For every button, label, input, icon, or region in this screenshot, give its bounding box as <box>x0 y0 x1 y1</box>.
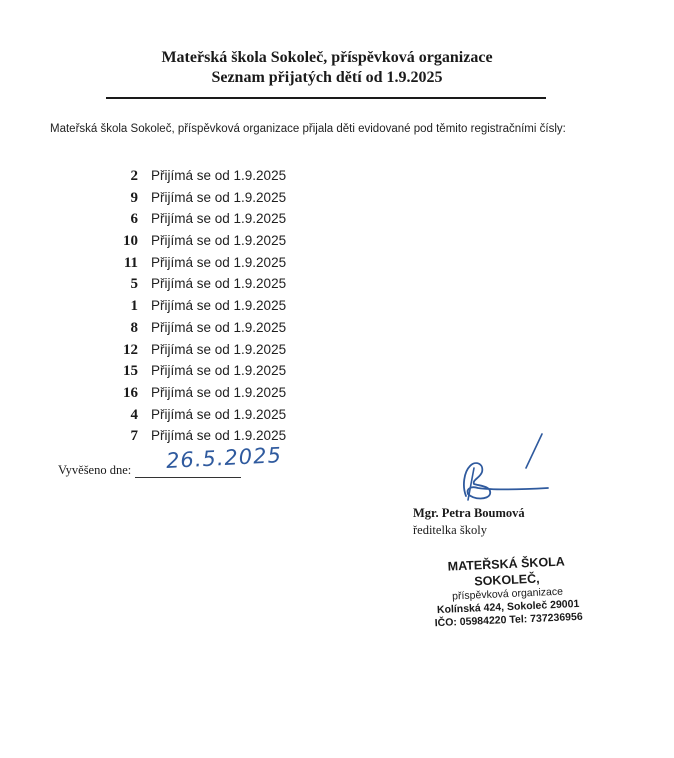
list-item <box>110 342 370 364</box>
document-header <box>104 48 550 88</box>
registration-number: 8 <box>130 319 138 336</box>
registration-number: 15 <box>123 363 138 380</box>
acceptance-status: Přijímá se od 1.9.2025 <box>151 189 287 205</box>
acceptance-status: Přijímá se od 1.9.2025 <box>151 428 287 444</box>
list-item <box>110 407 370 429</box>
list-item <box>110 363 370 385</box>
acceptance-status: Přijímá se od 1.9.2025 <box>151 341 287 357</box>
stamp-school-name: MATEŘSKÁ ŠKOLA SOKOLEČ, <box>447 554 566 589</box>
accepted-children-list <box>110 168 370 450</box>
registration-number: 11 <box>123 254 138 271</box>
school-stamp <box>416 552 599 631</box>
stamp-subtitle: příspěvková organizace <box>451 585 564 603</box>
registration-number: 9 <box>130 189 138 206</box>
acceptance-status: Přijímá se od 1.9.2025 <box>151 298 287 314</box>
list-item <box>110 211 370 233</box>
registration-number: 1 <box>130 298 138 315</box>
registration-number: 12 <box>123 341 138 358</box>
list-item <box>110 298 370 320</box>
stamp-ico-phone: IČO: 05984220 Tel: 737236956 <box>434 610 583 630</box>
acceptance-status: Přijímá se od 1.9.2025 <box>151 276 287 292</box>
list-item <box>110 233 370 255</box>
registration-number: 5 <box>130 276 138 293</box>
registration-number: 2 <box>130 168 138 184</box>
list-item <box>110 276 370 298</box>
acceptance-status: Přijímá se od 1.9.2025 <box>151 406 287 422</box>
acceptance-status: Přijímá se od 1.9.2025 <box>151 233 287 249</box>
signer-name: Mgr. Petra Boumová <box>413 506 525 520</box>
acceptance-status: Přijímá se od 1.9.2025 <box>151 211 287 227</box>
list-item <box>110 255 370 277</box>
registration-number: 16 <box>123 384 138 401</box>
acceptance-status: Přijímá se od 1.9.2025 <box>151 363 287 379</box>
registration-number: 7 <box>130 428 138 445</box>
intro-paragraph: Mateřská škola Sokoleč, příspěvková organizace přijala děti evidované pod těmito registračními čísly: <box>50 123 566 135</box>
registration-number: 4 <box>130 406 138 423</box>
document-subtitle: Seznam přijatých dětí od 1.9.2025 <box>211 69 443 86</box>
handwritten-posted-date: 26.5.2025 <box>165 442 283 474</box>
list-item <box>110 168 370 190</box>
registration-number: 10 <box>123 233 138 250</box>
acceptance-status: Přijímá se od 1.9.2025 <box>151 254 287 270</box>
list-item <box>110 385 370 407</box>
stamp-address: Kolínská 424, Sokoleč 29001 <box>436 597 580 617</box>
handwritten-signature <box>452 428 562 508</box>
acceptance-status: Přijímá se od 1.9.2025 <box>151 319 287 335</box>
signer-title: ředitelka školy <box>413 523 487 537</box>
document-title: Mateřská škola Sokoleč, příspěvková organizace <box>161 49 493 66</box>
header-divider <box>106 97 546 99</box>
list-item <box>110 320 370 342</box>
acceptance-status: Přijímá se od 1.9.2025 <box>151 384 287 400</box>
list-item <box>110 190 370 212</box>
registration-number: 6 <box>130 211 138 228</box>
acceptance-status: Přijímá se od 1.9.2025 <box>151 168 287 183</box>
posted-label: Vyvěšeno dne: <box>58 463 132 477</box>
